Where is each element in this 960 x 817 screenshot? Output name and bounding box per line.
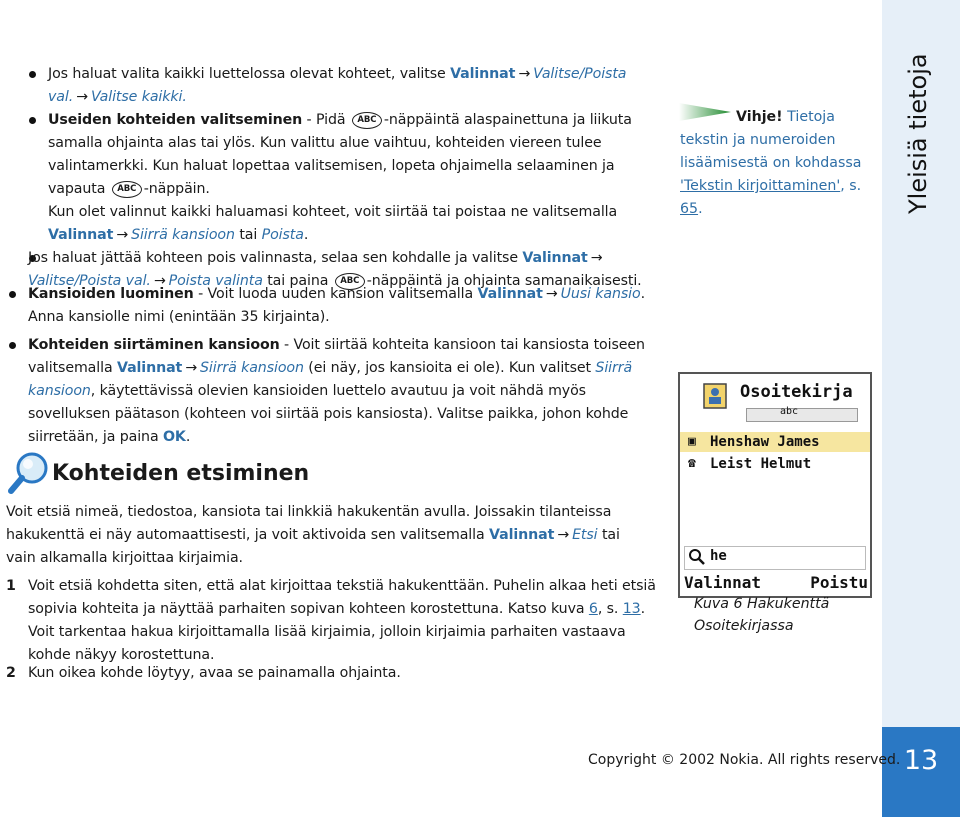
menu-option: kansioon bbox=[28, 383, 91, 399]
arrow-icon: → bbox=[590, 250, 603, 266]
page-number: 13 bbox=[903, 745, 939, 776]
term: Useiden kohteiden valitseminen bbox=[48, 112, 303, 128]
arrow-icon: → bbox=[116, 227, 129, 243]
text: -näppäintä ja ohjainta samanaikaisesti. bbox=[366, 273, 642, 289]
page-link[interactable]: 65 bbox=[680, 201, 699, 217]
bullet bbox=[29, 117, 36, 124]
text-line: Voit etsiä nimeä, tiedostoa, kansiota tai linkkiä hakukentän avulla. Joissakin tilanteissa bbox=[6, 504, 612, 520]
text-line: valintamerkki. Kun haluat lopettaa valitsemisen, lopeta ohjaimella selaaminen ja bbox=[48, 158, 615, 174]
text: - Voit siirtää kohteita kansioon tai kansiosta toiseen bbox=[279, 337, 645, 353]
menu-option: Valitse/Poista val. bbox=[28, 273, 151, 289]
caption-line: Kuva 6 Hakukenttä bbox=[694, 596, 830, 612]
text-line bbox=[28, 334, 645, 357]
menu-keyword: Valinnat bbox=[450, 66, 516, 82]
chapter-title: Yleisiä tietoja bbox=[904, 53, 932, 214]
text: Tietoja bbox=[782, 109, 835, 125]
text: tai bbox=[234, 227, 262, 243]
section-link[interactable]: 'Tekstin kirjoittaminen' bbox=[680, 178, 841, 194]
text-line bbox=[28, 426, 190, 449]
abc-key-icon: ABC bbox=[112, 181, 142, 198]
text-line bbox=[48, 86, 187, 109]
text-line bbox=[48, 178, 210, 201]
term: Kohteiden siirtäminen kansioon bbox=[28, 337, 280, 353]
text: tai paina bbox=[262, 273, 333, 289]
text: . bbox=[698, 201, 703, 217]
text: , käytettävissä olevien kansioiden luettelo avautuu ja voit nähdä myös bbox=[90, 383, 586, 399]
menu-keyword: Valinnat bbox=[116, 360, 183, 376]
text-line: Kun olet valinnut kaikki haluamasi kohteet, voit siirtää tai poistaa ne valitsemalla bbox=[48, 204, 618, 220]
text-line: Voit tarkentaa hakua kirjoittamalla lisää kirjaimia, jolloin kirjaimia parhaiten vastaava bbox=[28, 624, 626, 640]
contact-icon: ▣ bbox=[688, 434, 696, 449]
text: vapauta bbox=[48, 181, 110, 197]
text: tekstin ja numeroiden bbox=[680, 132, 836, 148]
text-line bbox=[28, 380, 586, 403]
address-book-icon bbox=[700, 380, 734, 412]
text-line bbox=[28, 283, 645, 306]
text-line: kohde näkyy korostettuna. bbox=[28, 647, 215, 663]
arrow-icon: → bbox=[557, 527, 570, 543]
text: - Pidä bbox=[302, 112, 350, 128]
menu-option: Valitse/Poista bbox=[533, 66, 627, 82]
menu-option: Valitse kaikki. bbox=[90, 89, 187, 105]
text: . bbox=[640, 601, 646, 617]
text: . bbox=[640, 286, 646, 302]
tip-box bbox=[680, 106, 870, 221]
text-line bbox=[28, 247, 605, 270]
menu-keyword: OK bbox=[162, 429, 186, 445]
text-line bbox=[6, 524, 620, 547]
text: lisäämisestä on kohdassa bbox=[680, 155, 862, 171]
arrow-icon: → bbox=[518, 66, 531, 82]
menu-keyword: Valinnat bbox=[48, 227, 114, 243]
phone-icon: ☎ bbox=[688, 456, 696, 471]
left-softkey[interactable]: Valinnat bbox=[684, 573, 762, 592]
arrow-icon: → bbox=[545, 286, 558, 302]
text-line: Voit etsiä kohdetta siten, että alat kirjoittaa tekstiä hakukenttään. Puhelin alkaa heti etsiä bbox=[28, 578, 656, 594]
text: -näppäintä alaspainettuna ja liikuta bbox=[383, 112, 632, 128]
menu-option: Poista bbox=[261, 227, 304, 243]
step-number: 2 bbox=[6, 665, 16, 681]
menu-option: Siirrä kansioon bbox=[131, 227, 235, 243]
text: siirretään, ja paina bbox=[28, 429, 163, 445]
section-heading: Kohteiden etsiminen bbox=[52, 461, 310, 486]
bullet bbox=[9, 291, 16, 298]
phone-title: Osoitekirja bbox=[740, 382, 853, 402]
menu-keyword: Valinnat bbox=[477, 286, 543, 302]
tip-title: Vihje! bbox=[736, 109, 783, 125]
text: sopivia kohteita ja näyttää parhaiten sopivan kohteen korostettuna. Katso kuva bbox=[28, 601, 589, 617]
arrow-icon: → bbox=[76, 89, 88, 105]
text: - Voit luoda uuden kansion valitsemalla bbox=[193, 286, 478, 302]
text: tai bbox=[597, 527, 620, 543]
text-line bbox=[48, 63, 626, 86]
step-number: 1 bbox=[6, 578, 16, 594]
arrow-icon: → bbox=[185, 360, 198, 376]
text-line bbox=[28, 598, 645, 621]
bullet bbox=[29, 71, 36, 78]
input-mode-indicator: abc bbox=[780, 406, 799, 417]
text: . bbox=[185, 429, 191, 445]
menu-option: Siirrä bbox=[595, 360, 633, 376]
text-line: Anna kansiolle nimi (enintään 35 kirjainta). bbox=[28, 309, 330, 325]
bullet bbox=[9, 342, 16, 349]
text-line: Kun oikea kohde löytyy, avaa se painamalla ohjainta. bbox=[28, 665, 401, 681]
menu-keyword: Valinnat bbox=[522, 250, 588, 266]
contact-name[interactable]: Henshaw James bbox=[710, 434, 820, 450]
search-icon bbox=[688, 548, 706, 566]
text-line: vain alkamalla kirjoittaa kirjaimia. bbox=[6, 550, 243, 566]
abc-key-icon: ABC bbox=[352, 112, 382, 129]
figure-caption bbox=[694, 593, 829, 637]
text: . bbox=[303, 227, 309, 243]
menu-option: val. bbox=[48, 89, 74, 105]
text: Jos haluat jättää kohteen pois valinnasta, selaa sen kohdalle ja valitse bbox=[28, 250, 523, 266]
term: Kansioiden luominen bbox=[28, 286, 194, 302]
text: -näppäin. bbox=[143, 181, 210, 197]
text: , s. bbox=[597, 601, 623, 617]
caption-line: Osoitekirjassa bbox=[694, 618, 794, 634]
text-line bbox=[48, 109, 632, 132]
contact-name[interactable]: Leist Helmut bbox=[710, 456, 812, 472]
text: hakukenttä ei näy automaattisesti, ja voit aktivoida sen valitsemalla bbox=[6, 527, 489, 543]
phone-screen bbox=[678, 372, 872, 598]
magnifier-icon bbox=[6, 450, 52, 496]
text-line bbox=[28, 357, 632, 380]
menu-option: Poista valinta bbox=[168, 273, 263, 289]
text-line: sovelluksen päätason (kohteen voi siirtää pois kansiosta). Valitse paikka, johon kohde bbox=[28, 406, 629, 422]
search-input[interactable]: he bbox=[710, 548, 727, 564]
abc-key-icon: ABC bbox=[335, 273, 365, 290]
text: valitsemalla bbox=[28, 360, 117, 376]
menu-option: Siirrä kansioon bbox=[200, 360, 304, 376]
text-line: samalla ohjainta alas tai ylös. Kun valittu alue vaihtuu, kohteiden viereen tulee bbox=[48, 135, 602, 151]
figure-link[interactable]: 6 bbox=[588, 601, 598, 617]
menu-option: Etsi bbox=[572, 527, 598, 543]
menu-option: Uusi kansio bbox=[560, 286, 641, 302]
menu-keyword: Valinnat bbox=[489, 527, 555, 543]
page-link[interactable]: 13 bbox=[622, 601, 641, 617]
right-softkey[interactable]: Poistu bbox=[810, 573, 868, 592]
text: , s. bbox=[840, 178, 862, 194]
mode-bar bbox=[746, 408, 858, 422]
text: Jos haluat valita kaikki luettelossa olevat kohteet, valitse bbox=[48, 66, 451, 82]
text: (ei näy, jos kansioita ei ole). Kun valitset bbox=[303, 360, 596, 376]
arrow-icon: → bbox=[153, 273, 166, 289]
copyright: Copyright © 2002 Nokia. All rights reserved. bbox=[588, 752, 901, 768]
text-line bbox=[48, 224, 308, 247]
